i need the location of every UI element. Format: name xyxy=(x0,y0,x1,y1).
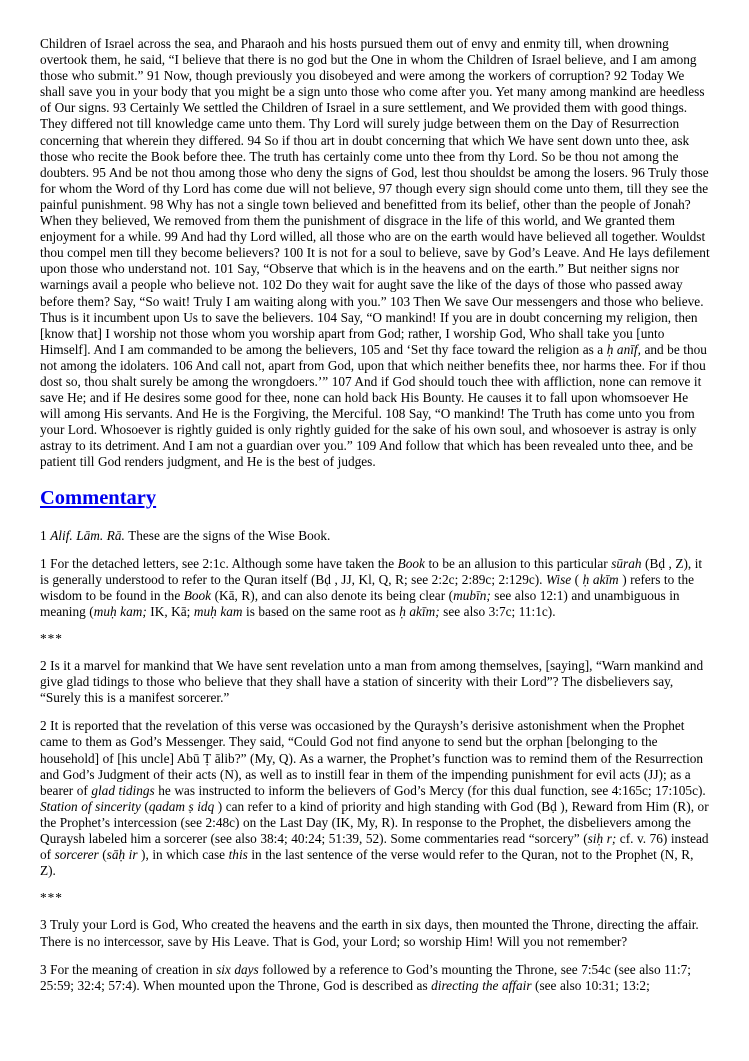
commentary-3-text: 3 For the meaning of creation in six days followed by a reference to God’s mounting the Throne, see 7:54c (see also 11:7; 25:59; 32:4; 57:4). When mounted upon the Throne, God is described as directing the affair (see also 10:31; 13:2; xyxy=(40,961,691,993)
section-separator: *** xyxy=(40,890,63,906)
commentary-2-text: 2 It is reported that the revelation of this verse was occasioned by the Quraysh’s derisive astonishment when the Prophet came to them as God’s Messenger. They said, “Could God not find anyone to send but the orphan [belonging to the household] of [his uncle] Abū Ṭ ālib?” (My, Q). As a warner, the Prophet’s function was to remind them of the Resurrection and God’s Judgment of their acts (N), as well as to instill fear in them of the impending punishment for evil acts (JJ); as a bearer of glad tidings he was instructed to inform the believers of God’s Mercy (for this dual function, see 4:165c; 17:105c). Station of sincerity (qadam ṣ idq ) can refer to a kind of priority and high standing with God (Bḍ ), Reward from Him (R), or the Prophet’s intercession (see 2:48c) on the Last Day (IK, My, R). In response to the Prophet, the disbelievers among the Quraysh labeled him a sorcerer (see also 38:4; 40:24; 51:39, 52). Some commentaries read “sorcery” (siḥ r; cf. v. 76) instead of sorcerer (sāḥ ir ), in which case this in the last sentence of the verse would refer to the Quran, not to the Prophet (N, R, Z). xyxy=(40,718,709,879)
section-separator: *** xyxy=(40,631,63,646)
surah-translation-text: Children of Israel across the sea, and Pharaoh and his hosts pursued them out of envy and enmity till, when drowning overtook them, he said, “I believe that there is no god but the One in whom the Children of Israel believe, and I am among those who submit.” 91 Now, though previously you disobeyed and were among the workers of corruption? 92 Today We shall save you in your body that you might be a sign unto those who come after you. Yet many among mankind are heedless of Our signs. 93 Certainly We settled the Children of Israel in a sure settlement, and We provided them with good things. They differed not till knowledge came unto them. Thy Lord will surely judge between them on the Day of Resurrection concerning that wherein they differed. 94 So if thou art in doubt concerning that which We have sent down unto thee, ask those who recite the Book before thee. The truth has certainly come unto thee from thy Lord. So be thou not among the doubters. 95 And be not thou among those who deny the signs of God, lest thou shouldst be among the losers. 96 Truly those for whom the Word of thy Lord has come due will not believe, 97 though every sign should come unto them, till they see the painful punishment. 98 Why has not a single town believed and benefitted from its belief, other than the people of Jonah? When they believed, We removed from them the punishment of disgrace in the life of this world, and We granted them enjoyment for a while. 99 And had thy Lord willed, all those who are on the earth would have believed all together. Wouldst thou compel men till they become believers? 100 It is not for a soul to believe, save by God’s Leave. And He lays defilement upon those who understand not. 101 Say, “Observe that which is in the heavens and on the earth.” But neither signs nor warnings avail a people who believe not. 102 Do they wait for aught save the like of the days of those who passed away before them? Say, “So wait! Truly I am waiting along with you.” 103 Then We save Our messengers and those who believe. Thus is it incumbent upon Us to save the believers. 104 Say, “O mankind! If you are in doubt concerning my religion, then [know that] I worship not those whom you worship apart from God; rather, I worship God, Who shall take you [unto Himself]. And I am commanded to be among the believers, 105 and ‘Set thy face toward the religion as a ḥ anīf, and be thou not among the idolaters. 106 And call not, apart from God, upon that which neither benefits thee, nor harms thee. For if thou dost so, thou shalt surely be among the wrongdoers.’” 107 And if God should touch thee with affliction, none can remove it save He; and if He desires some good for thee, none can hold back His Bounty. He causes it to fall upon whomsoever He will among His servants. And He is the Forgiving, the Merciful. 108 Say, “O mankind! The Truth has come unto you from your Lord. Whosoever is rightly guided is only rightly guided for the sake of his own soul, and whosoever is astray is only astray to its detriment. And I am not a guardian over you.” 109 And follow that which has been revealed unto thee, and be patient till God renders judgment, and He is the best of judges. xyxy=(40,36,710,470)
verse-2-text: 2 Is it a marvel for mankind that We have sent revelation unto a man from among themselves, [saying], “Warn mankind and give glad tidings to those who believe that they shall have a station of sincerity with their Lord”? The disbelievers say, “Surely this is a manifest sorcerer.” xyxy=(40,658,704,706)
commentary-1-text: 1 For the detached letters, see 2:1c. Although some have taken the Book to be an allusion to this particular sūrah (Bḍ , Z), it is generally understood to refer to the Quran itself (Bḍ , JJ, Kl, Q, R; see 2:2c; 2:89c; 2:129c). Wise ( ḥ akīm ) refers to the wisdom to be found in the Book (Kā, R), and can also denote its being clear (mubīn; see also 12:1) and unambiguous in meaning (muḥ kam; IK, Kā; muḥ kam is based on the same root as ḥ akīm; see also 3:7c; 11:1c). xyxy=(40,555,703,619)
commentary-heading-link[interactable]: Commentary xyxy=(40,486,157,509)
verse-3-text: 3 Truly your Lord is God, Who created the heavens and the earth in six days, then mounted the Throne, directing the affair. There is no intercessor, save by His Leave. That is God, your Lord; so worship Him! Will you not remember? xyxy=(40,917,699,949)
verse-1-text: 1 Alif. Lām. Rā. These are the signs of the Wise Book. xyxy=(40,527,331,543)
